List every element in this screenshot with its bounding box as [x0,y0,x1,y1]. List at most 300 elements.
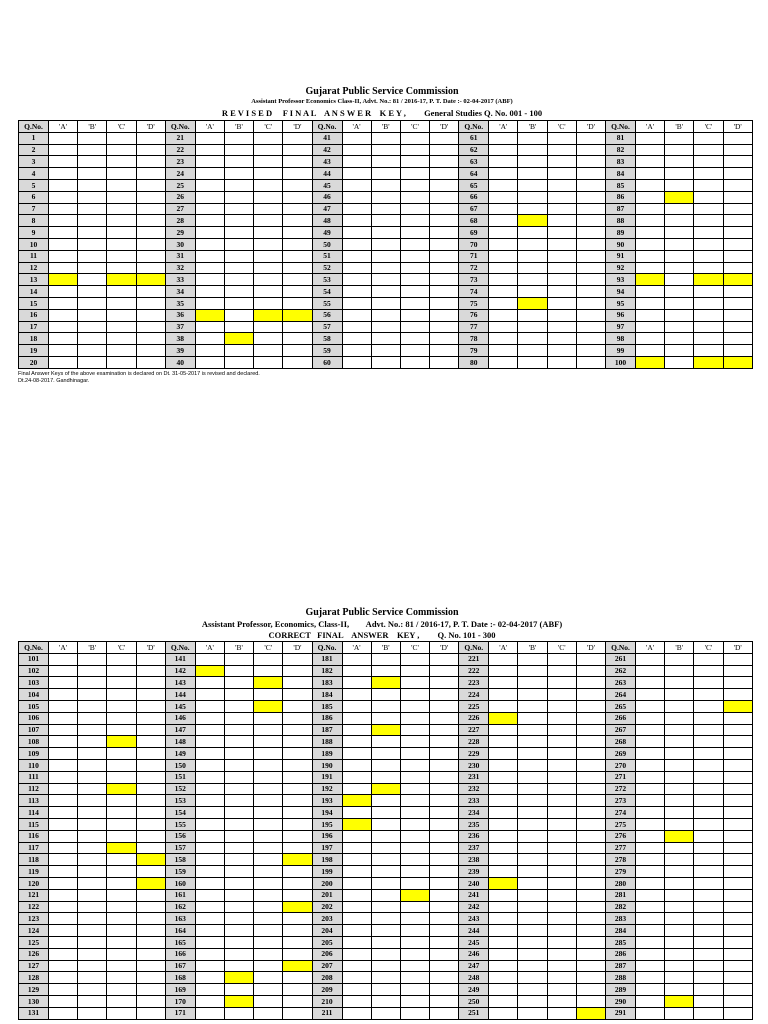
answer-cell-option-c [547,901,576,913]
question-number: 124 [19,925,49,937]
answer-cell-option-d [576,286,605,298]
option-a-column-header: 'A' [636,642,665,654]
answer-cell-option-d [723,984,752,996]
answer-cell-highlighted-option-c [254,700,283,712]
answer-cell-option-a [195,783,224,795]
answer-cell-option-d [136,748,165,760]
question-number: 77 [459,321,489,333]
answer-cell-option-d [723,795,752,807]
answer-cell-option-c [107,1007,136,1019]
answer-cell-option-d [723,925,752,937]
option-c-column-header: 'C' [400,642,429,654]
question-number: 194 [312,807,342,819]
answer-cell-option-b [371,807,400,819]
table-header-row [19,642,753,654]
answer-cell-option-b [78,665,107,677]
answer-cell-option-d [430,309,459,321]
answer-cell-option-d [723,333,752,345]
answer-cell-option-c [694,783,723,795]
option-c-column-header: 'C' [107,642,136,654]
question-number: 263 [606,677,636,689]
answer-cell-option-b [78,972,107,984]
answer-cell-option-a [489,215,518,227]
question-number: 237 [459,842,489,854]
answer-cell-option-a [636,144,665,156]
answer-cell-option-b [518,771,547,783]
answer-cell-option-c [254,972,283,984]
answer-cell-option-a [489,132,518,144]
answer-cell-option-d [430,748,459,760]
qno-column-header: Q.No. [19,642,49,654]
answer-cell-option-a [342,842,371,854]
question-number: 87 [606,203,636,215]
question-number: 93 [606,274,636,286]
answer-cell-highlighted-option-d [576,1007,605,1019]
qno-column-header: Q.No. [459,642,489,654]
answer-cell-option-b [665,984,694,996]
answer-cell-option-d [136,771,165,783]
answer-cell-option-d [430,132,459,144]
answer-cell-option-a [489,345,518,357]
question-number: 152 [165,783,195,795]
answer-cell-option-b [665,179,694,191]
answer-cell-option-d [576,901,605,913]
answer-cell-option-a [195,712,224,724]
answer-cell-option-c [400,854,429,866]
answer-cell-option-c [254,191,283,203]
question-number: 145 [165,700,195,712]
answer-cell-option-a [342,156,371,168]
question-number: 211 [312,1007,342,1019]
answer-cell-highlighted-option-d [723,700,752,712]
organization-title: Gujarat Public Service Commission [305,86,459,97]
answer-cell-option-c [547,984,576,996]
answer-cell-option-d [723,168,752,180]
answer-cell-option-c [547,925,576,937]
answer-cell-option-a [195,866,224,878]
answer-cell-option-a [342,913,371,925]
answer-cell-option-c [400,830,429,842]
answer-cell-option-a [489,995,518,1007]
answer-cell-option-c [694,215,723,227]
answer-cell-option-b [518,191,547,203]
answer-cell-option-a [489,807,518,819]
answer-cell-option-a [342,807,371,819]
answer-cell-option-c [107,901,136,913]
answer-cell-option-b [518,736,547,748]
answer-cell-option-a [195,818,224,830]
answer-key-title-main: CORRECT FINAL ANSWER KEY , [268,629,420,640]
answer-cell-option-a [195,972,224,984]
answer-cell-option-c [107,913,136,925]
answer-cell-option-a [195,345,224,357]
answer-cell-option-a [636,795,665,807]
answer-cell-option-d [430,866,459,878]
answer-cell-option-b [78,877,107,889]
answer-cell-option-b [78,818,107,830]
answer-cell-option-d [136,345,165,357]
question-number: 45 [312,179,342,191]
answer-cell-option-b [371,191,400,203]
question-number: 210 [312,995,342,1007]
table-row [19,203,753,215]
answer-cell-option-b [224,156,253,168]
answer-cell-option-a [195,297,224,309]
answer-cell-option-d [430,677,459,689]
answer-cell-option-a [195,333,224,345]
answer-cell-option-a [49,972,78,984]
option-b-column-header: 'B' [224,642,253,654]
answer-cell-option-a [489,854,518,866]
answer-cell-option-c [254,783,283,795]
answer-cell-option-d [430,724,459,736]
table-row [19,925,753,937]
answer-cell-option-b [224,250,253,262]
answer-cell-option-b [224,653,253,665]
answer-cell-option-b [78,179,107,191]
answer-cell-option-c [400,748,429,760]
answer-cell-option-c [254,830,283,842]
answer-cell-option-c [400,759,429,771]
question-number: 33 [165,274,195,286]
answer-cell-option-a [489,830,518,842]
question-number: 19 [19,345,49,357]
answer-cell-option-b [224,948,253,960]
answer-cell-option-c [400,913,429,925]
answer-cell-option-b [518,759,547,771]
answer-cell-option-a [195,227,224,239]
answer-cell-option-a [342,274,371,286]
answer-cell-option-c [254,818,283,830]
table-row [19,665,753,677]
question-number: 143 [165,677,195,689]
answer-cell-option-d [283,712,312,724]
answer-cell-option-c [254,262,283,274]
answer-cell-option-a [636,700,665,712]
answer-cell-option-b [371,877,400,889]
answer-cell-option-b [665,854,694,866]
answer-cell-option-d [723,936,752,948]
answer-cell-option-b [518,807,547,819]
answer-cell-option-c [400,345,429,357]
answer-cell-highlighted-option-c [107,736,136,748]
answer-cell-option-c [400,653,429,665]
answer-cell-option-b [665,807,694,819]
answer-cell-option-c [694,866,723,878]
answer-cell-option-b [224,842,253,854]
answer-cell-option-c [400,677,429,689]
answer-cell-option-c [547,286,576,298]
answer-cell-option-d [283,877,312,889]
answer-cell-option-a [342,238,371,250]
question-number: 81 [606,132,636,144]
question-number: 62 [459,144,489,156]
answer-cell-option-c [694,250,723,262]
table-row [19,724,753,736]
question-number: 61 [459,132,489,144]
answer-key-title-main: R E V I S E D F I N A L A N S W E R K E Y , [221,107,406,118]
answer-cell-option-b [518,203,547,215]
answer-cell-option-b [78,783,107,795]
answer-cell-option-b [224,854,253,866]
answer-cell-option-c [107,771,136,783]
answer-cell-option-a [342,250,371,262]
answer-cell-option-c [400,238,429,250]
answer-cell-option-b [224,866,253,878]
question-number: 201 [312,889,342,901]
answer-cell-option-b [224,215,253,227]
answer-cell-option-c [694,759,723,771]
answer-cell-option-d [136,689,165,701]
answer-cell-option-b [224,345,253,357]
answer-cell-option-b [518,830,547,842]
answer-cell-option-c [254,238,283,250]
answer-cell-option-b [224,984,253,996]
question-number: 226 [459,712,489,724]
answer-cell-option-c [254,771,283,783]
answer-cell-option-c [254,203,283,215]
answer-cell-option-c [254,227,283,239]
answer-cell-highlighted-option-c [694,274,723,286]
answer-cell-option-c [547,783,576,795]
answer-cell-option-a [342,724,371,736]
answer-cell-option-c [694,972,723,984]
answer-cell-option-b [224,901,253,913]
answer-cell-option-b [78,771,107,783]
answer-cell-option-c [694,321,723,333]
answer-cell-option-d [723,250,752,262]
post-details-line: Assistant Professor Economics Class-II, Advt. No.: 81 / 2016-17, P. T. Date :- 02-04-2017 (ABF) [251,98,513,105]
question-number: 238 [459,854,489,866]
question-number: 9 [19,227,49,239]
answer-cell-option-b [224,238,253,250]
option-c-column-header: 'C' [400,121,429,133]
answer-cell-option-a [636,215,665,227]
answer-cell-option-d [723,877,752,889]
answer-cell-option-d [723,748,752,760]
option-b-column-header: 'B' [665,642,694,654]
answer-cell-option-c [107,345,136,357]
declaration-notes [18,371,746,385]
answer-cell-option-d [283,144,312,156]
answer-cell-option-c [254,168,283,180]
question-number: 122 [19,901,49,913]
table-header-row [19,121,753,133]
question-number: 76 [459,309,489,321]
answer-cell-option-b [371,748,400,760]
answer-cell-option-d [723,297,752,309]
answer-cell-option-a [489,783,518,795]
answer-cell-option-b [224,936,253,948]
answer-cell-option-c [547,995,576,1007]
answer-cell-option-d [283,689,312,701]
question-number: 289 [606,984,636,996]
answer-cell-option-b [665,156,694,168]
question-number: 55 [312,297,342,309]
answer-cell-option-d [136,724,165,736]
answer-cell-option-c [254,215,283,227]
answer-cell-option-c [547,948,576,960]
answer-cell-option-d [723,227,752,239]
answer-cell-option-d [136,250,165,262]
option-a-column-header: 'A' [489,642,518,654]
answer-cell-option-d [576,203,605,215]
answer-cell-option-b [665,321,694,333]
answer-cell-option-d [723,842,752,854]
answer-cell-option-b [371,132,400,144]
question-number: 78 [459,333,489,345]
question-number: 287 [606,960,636,972]
answer-cell-option-b [371,262,400,274]
question-number: 199 [312,866,342,878]
answer-cell-option-d [576,748,605,760]
answer-cell-option-a [489,818,518,830]
answer-cell-option-d [283,771,312,783]
answer-cell-option-d [136,665,165,677]
option-d-column-header: 'D' [283,642,312,654]
question-number: 39 [165,345,195,357]
answer-cell-option-b [665,960,694,972]
question-number: 207 [312,960,342,972]
table-row [19,901,753,913]
qno-column-header: Q.No. [606,642,636,654]
answer-cell-option-c [547,321,576,333]
answer-cell-option-c [254,179,283,191]
answer-cell-option-c [400,309,429,321]
answer-cell-highlighted-option-a [195,665,224,677]
answer-cell-option-b [665,972,694,984]
answer-cell-option-d [723,854,752,866]
answer-cell-option-c [254,748,283,760]
answer-cell-option-b [518,889,547,901]
answer-cell-option-a [342,877,371,889]
answer-cell-option-d [576,771,605,783]
option-b-column-header: 'B' [371,121,400,133]
answer-cell-option-c [547,889,576,901]
answer-cell-option-c [400,936,429,948]
answer-cell-option-d [576,807,605,819]
answer-cell-option-c [400,807,429,819]
answer-cell-option-d [430,286,459,298]
answer-cell-option-a [489,356,518,368]
answer-cell-option-a [489,972,518,984]
question-number: 227 [459,724,489,736]
answer-cell-option-d [430,653,459,665]
answer-cell-highlighted-option-b [518,215,547,227]
question-number: 35 [165,297,195,309]
answer-cell-option-b [371,948,400,960]
answer-cell-option-d [283,700,312,712]
question-number: 99 [606,345,636,357]
answer-cell-option-b [78,309,107,321]
answer-cell-option-c [400,700,429,712]
answer-cell-option-a [489,936,518,948]
answer-cell-option-b [518,262,547,274]
table-row [19,356,753,368]
answer-cell-option-b [665,889,694,901]
answer-cell-option-c [254,736,283,748]
answer-cell-option-b [78,984,107,996]
answer-cell-option-d [283,356,312,368]
question-number: 242 [459,901,489,913]
answer-cell-option-d [136,712,165,724]
answer-cell-option-b [224,321,253,333]
answer-cell-option-d [136,156,165,168]
answer-cell-option-d [283,866,312,878]
post-details-line: Assistant Professor, Economics, Class-II, Advt. No.: 81 / 2016-17, P. T. Date :- 02-04-2017 (ABF) [201,619,563,629]
answer-cell-option-d [723,818,752,830]
answer-cell-option-d [283,677,312,689]
answer-cell-option-d [430,345,459,357]
table-row [19,913,753,925]
question-number: 89 [606,227,636,239]
answer-cell-option-d [283,191,312,203]
question-number: 49 [312,227,342,239]
answer-key-section-2 [18,608,746,1020]
answer-cell-option-a [636,842,665,854]
answer-cell-option-a [195,984,224,996]
answer-cell-option-b [371,889,400,901]
answer-cell-option-a [195,736,224,748]
answer-cell-option-c [254,995,283,1007]
question-number: 52 [312,262,342,274]
answer-cell-option-d [723,783,752,795]
answer-cell-option-b [518,925,547,937]
answer-cell-option-d [430,712,459,724]
answer-cell-option-b [371,250,400,262]
declaration-date-place: Dt.24-08-2017. Gandhinagar. [18,377,90,384]
table-row [19,842,753,854]
question-number: 47 [312,203,342,215]
declaration-note: Final Answer Keys of the above examination is declared on Dt. 31-05-2017 is revised and declared. [18,370,260,377]
answer-cell-option-c [400,712,429,724]
answer-cell-option-a [636,179,665,191]
option-a-column-header: 'A' [195,121,224,133]
question-number: 279 [606,866,636,878]
answer-cell-option-c [400,191,429,203]
question-number: 192 [312,783,342,795]
question-number: 271 [606,771,636,783]
question-number: 200 [312,877,342,889]
answer-cell-option-b [518,309,547,321]
answer-cell-option-a [489,984,518,996]
answer-cell-option-d [283,795,312,807]
answer-cell-option-a [49,309,78,321]
answer-cell-option-a [49,356,78,368]
question-number: 69 [459,227,489,239]
answer-cell-option-d [576,132,605,144]
answer-cell-highlighted-option-d [283,309,312,321]
answer-cell-option-b [78,238,107,250]
question-number: 142 [165,665,195,677]
answer-cell-option-a [49,297,78,309]
question-number: 164 [165,925,195,937]
answer-cell-option-d [576,689,605,701]
answer-cell-option-a [195,168,224,180]
answer-cell-option-b [665,877,694,889]
question-number: 190 [312,759,342,771]
answer-cell-option-b [371,179,400,191]
table-row [19,156,753,168]
answer-cell-option-a [342,665,371,677]
answer-cell-option-a [49,807,78,819]
answer-cell-option-d [430,889,459,901]
answer-cell-option-c [547,168,576,180]
answer-cell-option-d [136,227,165,239]
table-row [19,783,753,795]
answer-cell-option-a [489,653,518,665]
answer-cell-option-a [195,132,224,144]
